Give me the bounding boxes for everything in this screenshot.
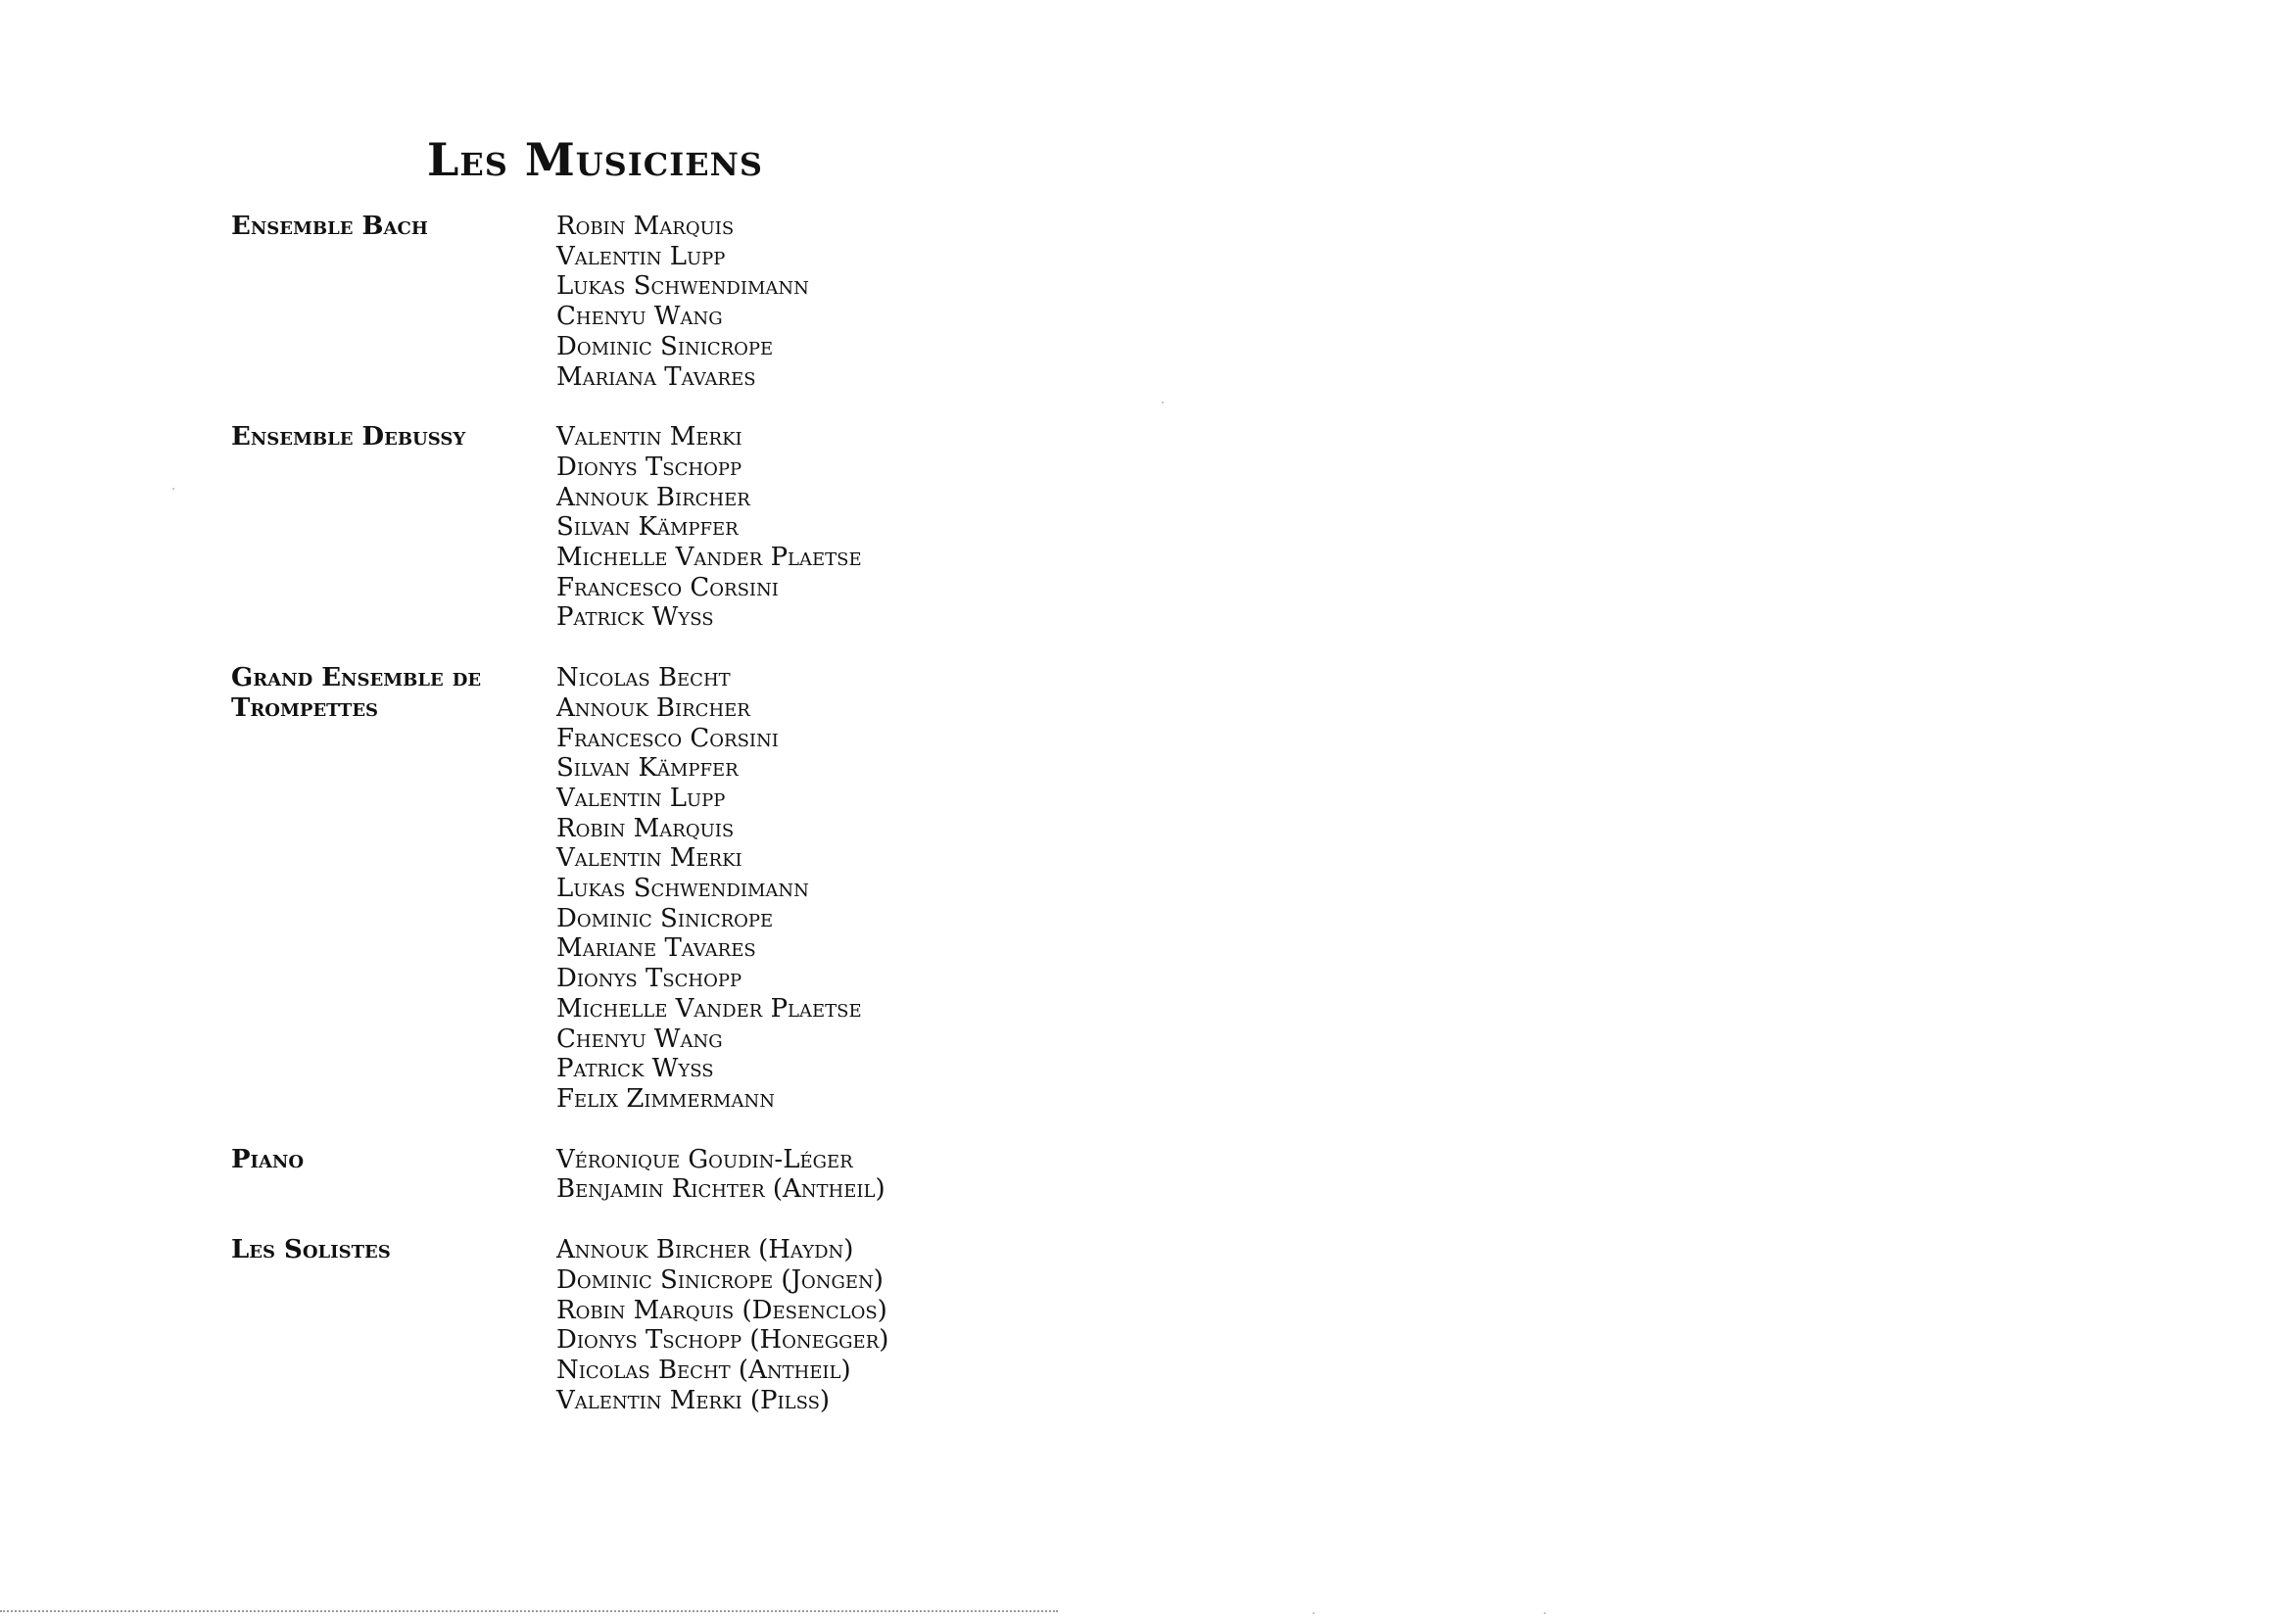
scan-edge-line (0, 1610, 1058, 1612)
member-name: Véronique Goudin-Léger (556, 1144, 853, 1174)
member-name: Chenyu Wang (556, 302, 723, 332)
member-name: Nicolas Becht (Antheil) (556, 1355, 851, 1385)
section (231, 663, 1113, 1115)
member-name: Francesco Corsini (556, 723, 779, 753)
musician-sections (231, 212, 1113, 1446)
member-name: Michelle Vander Plaetse (556, 543, 862, 573)
member-name: Valentin Merki (Pilss) (556, 1385, 831, 1415)
member-name: Mariana Tavares (556, 361, 756, 392)
member-name: Valentin Merki (556, 843, 742, 874)
member-name: Annouk Bircher (Haydn) (556, 1235, 854, 1265)
member-name: Dominic Sinicrope (Jongen) (556, 1264, 884, 1295)
scan-speck (1313, 1612, 1315, 1614)
member-name: Patrick Wyss (556, 1054, 714, 1084)
member-name: Dionys Tschopp (556, 452, 742, 482)
member-name: Valentin Lupp (556, 241, 726, 271)
member-name: Lukas Schwendimann (556, 271, 809, 302)
scan-speck (1544, 1612, 1546, 1614)
member-name: Mariane Tavares (556, 933, 756, 964)
section-label: Ensemble Debussy (231, 422, 466, 453)
member-name: Silvan Kämpfer (556, 753, 739, 784)
section-label: Ensemble Bach (231, 212, 428, 241)
member-name: Robin Marquis (Desenclos) (556, 1295, 887, 1325)
member-name: Annouk Bircher (556, 482, 750, 512)
section (231, 1235, 1113, 1415)
member-list (556, 1145, 885, 1205)
member-name: Felix Zimmermann (556, 1083, 775, 1114)
member-name: Dominic Sinicrope (556, 331, 774, 361)
member-name: Michelle Vander Plaetse (556, 993, 862, 1024)
member-name: Patrick Wyss (556, 602, 714, 633)
member-name: Valentin Merki (556, 422, 742, 453)
member-name: Benjamin Richter (Antheil) (556, 1174, 885, 1205)
member-name: Francesco Corsini (556, 572, 779, 602)
member-name: Silvan Kämpfer (556, 512, 739, 543)
member-list (556, 212, 809, 392)
member-name: Dionys Tschopp (556, 964, 742, 994)
member-name: Lukas Schwendimann (556, 874, 809, 904)
scan-speck (172, 488, 174, 490)
member-name: Annouk Bircher (556, 692, 750, 723)
section-label: Grand Ensemble de Trompettes (231, 663, 482, 723)
member-name: Dionys Tschopp (Honegger) (556, 1325, 889, 1356)
member-list (556, 1235, 888, 1415)
member-name: Dominic Sinicrope (556, 903, 774, 933)
member-name: Nicolas Becht (556, 663, 731, 693)
member-name: Valentin Lupp (556, 783, 726, 813)
scan-speck (1162, 402, 1164, 404)
page-title: Les Musiciens (427, 133, 763, 186)
member-name: Chenyu Wang (556, 1024, 723, 1054)
section-label: Les Solistes (231, 1235, 391, 1265)
section (231, 212, 1113, 392)
member-list (556, 422, 862, 633)
section (231, 1145, 1113, 1205)
member-list (556, 663, 862, 1115)
section (231, 422, 1113, 633)
member-name: Robin Marquis (556, 813, 735, 843)
member-name: Robin Marquis (556, 212, 735, 241)
section-label: Piano (231, 1144, 305, 1174)
